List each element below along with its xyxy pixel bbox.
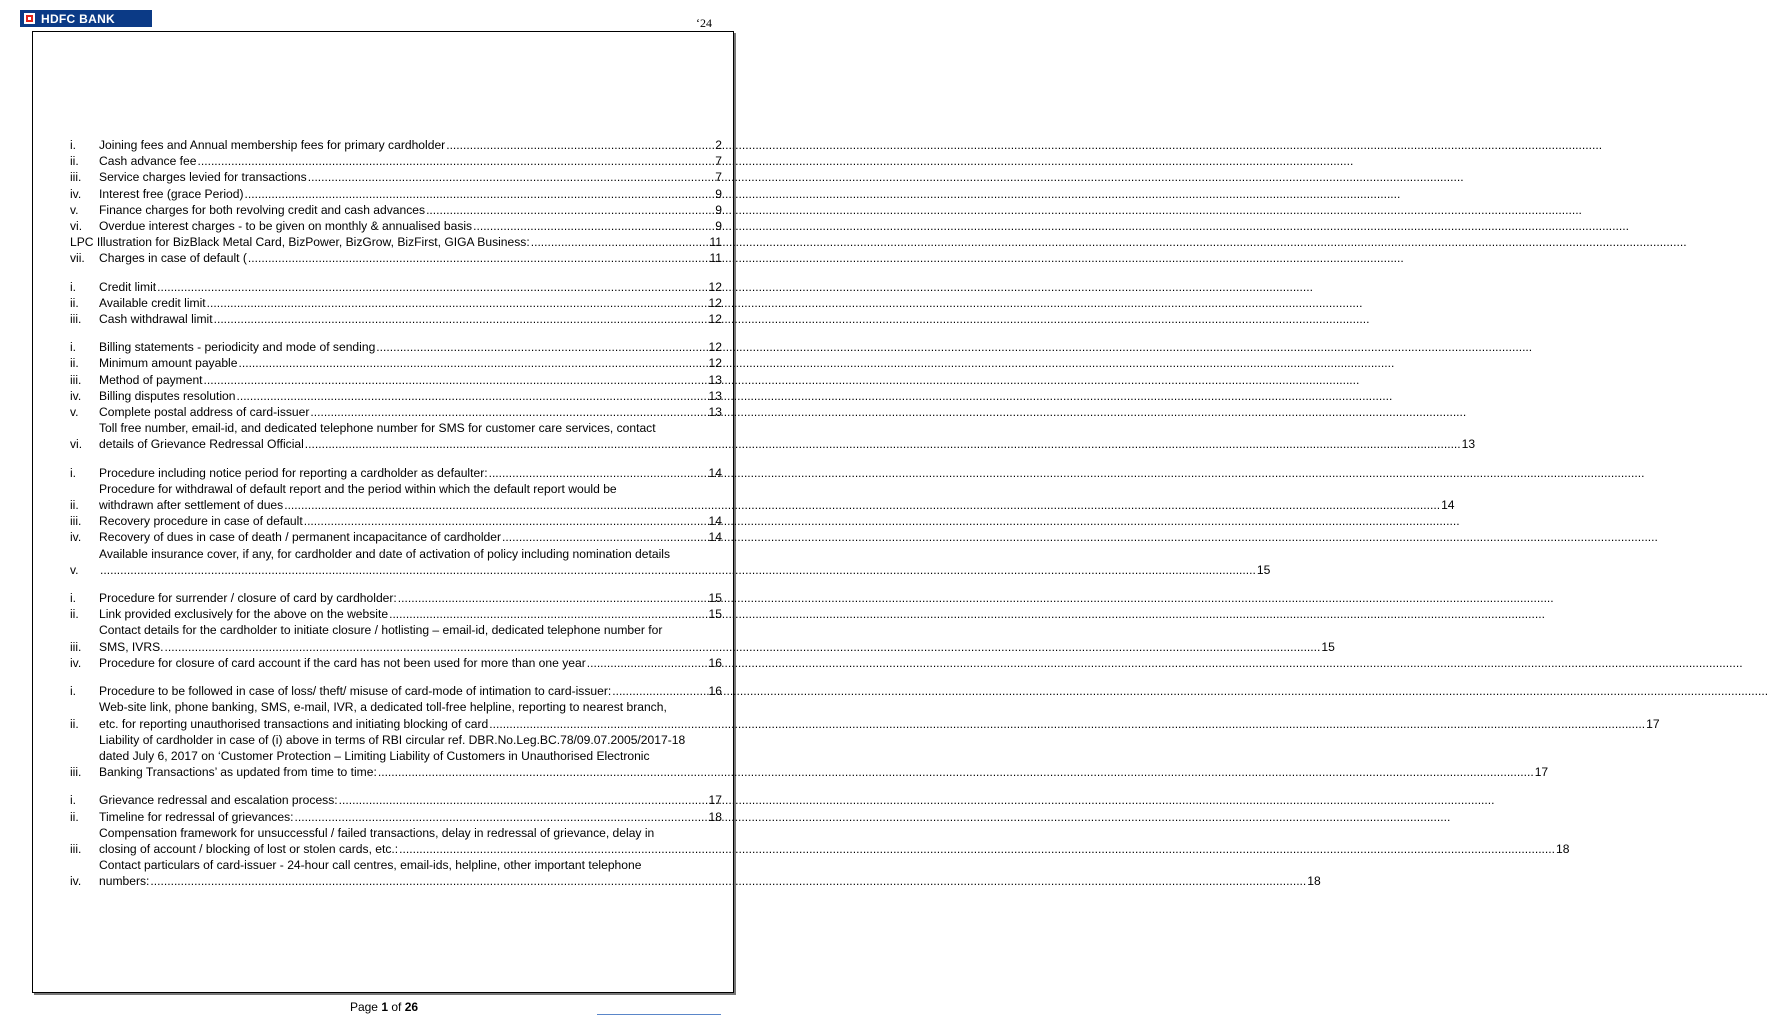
toc-entry[interactable] (70, 857, 1321, 889)
toc-entry[interactable] (70, 655, 722, 671)
toc-entry[interactable] (70, 606, 722, 622)
toc-entry-number: iii. (70, 639, 82, 654)
dot-leader (398, 590, 708, 606)
dot-leader (207, 295, 708, 311)
toc-page-number: 13 (708, 388, 722, 403)
toc-entry-number: iv. (70, 655, 82, 670)
toc-entry-label: Banking Transactions’ as updated from time to time: (99, 765, 377, 780)
toc-page-number: 12 (708, 340, 722, 355)
dot-leader (100, 562, 1256, 578)
toc-entry-title (70, 234, 722, 250)
toc-entry-label: Liability of cardholder in case of (i) above in terms of RBI circular ref. DBR.No.Leg.BC.78/09.07.2005/2017-18 (99, 732, 686, 747)
toc-entry-label: Complete postal address of card-issuer (99, 405, 310, 420)
dot-leader (308, 169, 715, 185)
toc-entry-number: ii. (70, 356, 79, 371)
toc-entry-title (99, 513, 722, 529)
table-of-contents (70, 137, 1660, 890)
toc-entry-title (99, 792, 722, 808)
toc-entry[interactable] (70, 683, 722, 699)
toc-entry-label: Link provided exclusively for the above on the website (99, 607, 389, 622)
dot-leader (473, 218, 714, 234)
toc-entry[interactable] (70, 809, 722, 825)
toc-entry-title (99, 809, 722, 825)
toc-entry-number: iii. (70, 170, 82, 185)
toc-entry[interactable] (70, 481, 1455, 513)
toc-entry-title (99, 622, 1335, 654)
toc-entry[interactable] (70, 339, 722, 355)
toc-entry[interactable] (70, 202, 722, 218)
toc-page-number: 18 (708, 809, 722, 824)
toc-entry-number: vi. (70, 219, 83, 234)
toc-page-number: 7 (715, 170, 722, 185)
toc-entry-label: Procedure including notice period for reporting a cardholder as defaulter: (99, 465, 488, 480)
toc-entry-number: v. (70, 405, 79, 420)
dot-leader (612, 683, 707, 699)
toc-entry-label: Contact details for the cardholder to initiate closure / hotlisting – email-id, dedicated telephone number for (99, 623, 663, 638)
toc-entry-number: i. (70, 465, 77, 480)
toc-entry-title (99, 186, 722, 202)
toc-entry-title (99, 420, 1476, 452)
toc-entry[interactable] (70, 153, 722, 169)
toc-entry-number: i. (70, 340, 77, 355)
page-footer (0, 1000, 768, 1014)
toc-entry-title (99, 169, 722, 185)
toc-page-number: 9 (715, 202, 722, 217)
dot-leader (389, 606, 707, 622)
toc-entry-title (99, 857, 1321, 889)
toc-entry-label: Procedure to be followed in case of loss/ theft/ misuse of card-mode of intimation to card-issuer: (99, 684, 612, 699)
toc-entry-label: Contact particulars of card-issuer - 24-hour call centres, email-ids, helpline, other important telephone (99, 858, 642, 873)
toc-entry-number: iii. (70, 372, 82, 387)
toc-entry-label: etc. for reporting unauthorised transactions and initiating blocking of card (99, 716, 489, 731)
toc-entry-title (99, 153, 722, 169)
dot-leader (304, 513, 708, 529)
toc-entry-label: Grievance redressal and escalation process: (99, 793, 338, 808)
hdfc-logo-icon (24, 13, 35, 24)
toc-entry-number: ii. (70, 498, 79, 513)
toc-entry[interactable] (70, 513, 722, 529)
toc-page-number: 13 (1461, 437, 1476, 452)
toc-entry-title (99, 311, 722, 327)
toc-entry-number: iii. (70, 514, 82, 529)
toc-entry[interactable] (70, 529, 722, 545)
toc-entry-label: Cash withdrawal limit (99, 312, 213, 327)
toc-page-number: 16 (708, 655, 722, 670)
toc-page-number: 9 (715, 219, 722, 234)
toc-page-number: 12 (708, 279, 722, 294)
dot-leader (305, 436, 1461, 452)
dot-leader (376, 339, 707, 355)
toc-entry-title (99, 699, 1660, 731)
toc-entry-label: Procedure for withdrawal of default report and the period within which the default report would be (99, 481, 617, 496)
toc-entry-label: Available insurance cover, if any, for cardholder and date of activation of policy including nomination details (99, 546, 670, 561)
toc-entry-title (99, 732, 1549, 781)
toc-page-number: 12 (708, 356, 722, 371)
toc-entry-number: iii. (70, 765, 82, 780)
toc-entry-title (99, 372, 722, 388)
toc-entry[interactable] (70, 420, 1476, 452)
toc-page-number: 11 (709, 235, 722, 250)
toc-entry-title (99, 606, 722, 622)
toc-entry-label: numbers: (99, 874, 150, 889)
toc-entry[interactable] (70, 234, 722, 250)
toc-entry-label: Joining fees and Annual membership fees for primary cardholder (99, 138, 446, 152)
dot-leader (238, 355, 707, 371)
dot-leader (214, 311, 708, 327)
toc-entry-label: withdrawn after settlement of dues (99, 498, 284, 513)
toc-entry-title (99, 590, 722, 606)
toc-page-number: 14 (708, 514, 722, 529)
toc-entry-label: SMS, IVRS. (99, 639, 164, 654)
toc-entry[interactable] (70, 590, 722, 606)
dot-leader (489, 716, 1645, 732)
toc-entry-number: iv. (70, 388, 82, 403)
dot-leader (204, 372, 708, 388)
toc-entry-title (99, 655, 722, 671)
toc-entry-label: Available credit limit (99, 295, 206, 310)
toc-entry-title (99, 529, 722, 545)
toc-entry-number: i. (70, 793, 77, 808)
toc-page-number: 18 (1556, 841, 1570, 856)
dot-leader (339, 792, 708, 808)
toc-entry-label: Minimum amount payable (99, 356, 238, 371)
toc-page-number: 16 (708, 684, 722, 699)
dot-leader (157, 279, 707, 295)
toc-entry-number: ii. (70, 607, 79, 622)
toc-entry-label: LPC Illustration for BizBlack Metal Card, BizPower, BizGrow, BizFirst, GIGA Business: (70, 235, 530, 250)
toc-page-number: 11 (709, 251, 722, 266)
toc-entry-title (99, 250, 722, 266)
toc-entry-number: vi. (70, 437, 83, 452)
toc-entry-label: dated July 6, 2017 on ‘Customer Protection – Limiting Liability of Customers in Unauthorised Electronic (99, 748, 650, 763)
toc-entry-label: Procedure for closure of card account if the card has not been used for more than one year (99, 655, 586, 670)
toc-entry-title (99, 339, 722, 355)
toc-entry-title (99, 481, 1455, 513)
toc-entry-number: vii. (70, 251, 85, 266)
toc-entry-label: Timeline for redressal of grievances: (99, 809, 294, 824)
toc-page-number: 7 (715, 154, 722, 169)
dot-leader (531, 234, 709, 250)
toc-entry-label: closing of account / blocking of lost or stolen cards, etc.: (99, 841, 399, 856)
toc-entry-title (99, 546, 1271, 578)
toc-entry-title (99, 465, 722, 481)
toc-page-number: 17 (1534, 765, 1549, 780)
toc-entry[interactable] (70, 792, 722, 808)
dot-leader (489, 465, 708, 481)
dot-leader (248, 250, 709, 266)
footer-link-underline (597, 1014, 721, 1015)
toc-entry-label: Toll free number, email-id, and dedicated telephone number for SMS for customer care services, contact (99, 421, 656, 436)
hdfc-bank-logo (20, 10, 152, 27)
toc-entry-number: ii. (70, 295, 79, 310)
toc-entry[interactable] (70, 311, 722, 327)
toc-entry-title (99, 218, 722, 234)
toc-entry-number: i. (70, 279, 77, 294)
toc-entry[interactable] (70, 250, 722, 266)
toc-entry-title (99, 279, 722, 295)
toc-entry-label: Overdue interest charges - to be given on monthly & annualised basis (99, 219, 473, 234)
toc-page-number: 17 (1646, 716, 1660, 731)
toc-entry-title (99, 137, 722, 153)
bank-name: HDFC BANK (41, 11, 116, 26)
toc-page-number: 18 (1307, 874, 1321, 889)
toc-page-number: 15 (1321, 639, 1335, 654)
dot-leader (502, 529, 708, 545)
toc-entry-label: Credit limit (99, 279, 157, 294)
toc-page-number: 15 (1256, 562, 1271, 577)
year-mark: ‘24 (696, 16, 712, 30)
toc-entry-number: ii. (70, 809, 79, 824)
toc-entry[interactable] (70, 546, 1271, 578)
toc-entry[interactable] (70, 137, 722, 153)
toc-page-number: 12 (708, 312, 722, 327)
toc-entry-number: i. (70, 138, 77, 152)
toc-entry[interactable] (70, 186, 722, 202)
toc-entry-label: Recovery of dues in case of death / permanent incapacitance of cardholder (99, 530, 502, 545)
toc-page-number: 12 (708, 295, 722, 310)
toc-entry-title (99, 202, 722, 218)
toc-entry[interactable] (70, 404, 722, 420)
page-word: Page (349, 1000, 378, 1014)
toc-page-number: 17 (708, 793, 722, 808)
dot-leader (245, 186, 715, 202)
toc-entry-number: v. (70, 562, 79, 577)
toc-entry-title (99, 388, 722, 404)
dot-leader (587, 655, 708, 671)
toc-entry-label: Compensation framework for unsuccessful / failed transactions, delay in redressal of grievance, delay in (99, 825, 655, 840)
toc-entry-number: iv. (70, 186, 82, 201)
dot-leader (399, 841, 1555, 857)
toc-entry[interactable] (70, 465, 722, 481)
dot-leader (294, 809, 707, 825)
current-page: 1 (381, 1000, 388, 1014)
total-pages: 26 (404, 1000, 419, 1014)
toc-entry-label: Billing statements - periodicity and mode of sending (99, 340, 376, 355)
toc-entry[interactable] (70, 279, 722, 295)
toc-entry-label: Cash advance fee (99, 154, 197, 169)
dot-leader (426, 202, 714, 218)
toc-entry[interactable] (70, 169, 722, 185)
toc-entry[interactable] (70, 355, 722, 371)
of-word: of (391, 1000, 402, 1014)
toc-page-number: 13 (708, 405, 722, 420)
toc-entry-label: Finance charges for both revolving credit and cash advances (99, 202, 426, 217)
toc-entry-title (99, 295, 722, 311)
toc-entry-number: i. (70, 684, 77, 699)
dot-leader (198, 153, 715, 169)
toc-page-number: 9 (715, 186, 722, 201)
toc-entry-number: iii. (70, 841, 82, 856)
dot-leader (446, 137, 714, 153)
toc-entry-label: details of Grievance Redressal Official (99, 437, 304, 452)
toc-entry[interactable] (70, 732, 1549, 781)
dot-leader (284, 497, 1440, 513)
toc-entry[interactable] (70, 388, 722, 404)
toc-entry-label: Web-site link, phone banking, SMS, e-mail, IVR, a dedicated toll-free helpline, reporting to nearest branch, (99, 700, 667, 715)
toc-entry-number: ii. (70, 716, 79, 731)
dot-leader (310, 404, 707, 420)
toc-entry[interactable] (70, 622, 1335, 654)
toc-entry-label: Service charges levied for transactions (99, 170, 307, 185)
toc-entry-label: Method of payment (99, 372, 203, 387)
toc-page-number: 14 (708, 530, 722, 545)
toc-entry[interactable] (70, 295, 722, 311)
toc-entry-title (99, 825, 1570, 857)
toc-entry-label: Procedure for surrender / closure of card by cardholder: (99, 591, 397, 606)
toc-entry-number: v. (70, 202, 79, 217)
toc-entry-number: iv. (70, 874, 82, 889)
toc-page-number: 14 (1441, 498, 1455, 513)
toc-page-number: 15 (708, 607, 722, 622)
toc-entry[interactable] (70, 218, 722, 234)
toc-entry-number: iii. (70, 312, 82, 327)
toc-page-number: 14 (708, 465, 722, 480)
toc-entry-number: i. (70, 591, 77, 606)
toc-page-number: 2 (715, 138, 722, 152)
toc-entry[interactable] (70, 699, 1660, 731)
dot-leader (150, 873, 1306, 889)
dot-leader (165, 639, 1321, 655)
toc-entry-title (99, 404, 722, 420)
toc-entry-label: Recovery procedure in case of default (99, 514, 303, 529)
toc-entry[interactable] (70, 825, 1570, 857)
toc-entry-number: ii. (70, 154, 79, 169)
toc-entry-label: Billing disputes resolution (99, 388, 236, 403)
toc-page-number: 15 (708, 591, 722, 606)
toc-entry-title (99, 355, 722, 371)
toc-entry-label: Charges in case of default ( (99, 251, 247, 266)
toc-entry-label: Interest free (grace Period) (99, 186, 244, 201)
toc-page-number: 13 (708, 372, 722, 387)
dot-leader (236, 388, 707, 404)
toc-entry-title (99, 683, 722, 699)
dot-leader (378, 764, 1534, 780)
toc-entry[interactable] (70, 372, 722, 388)
toc-entry-number: iv. (70, 530, 82, 545)
